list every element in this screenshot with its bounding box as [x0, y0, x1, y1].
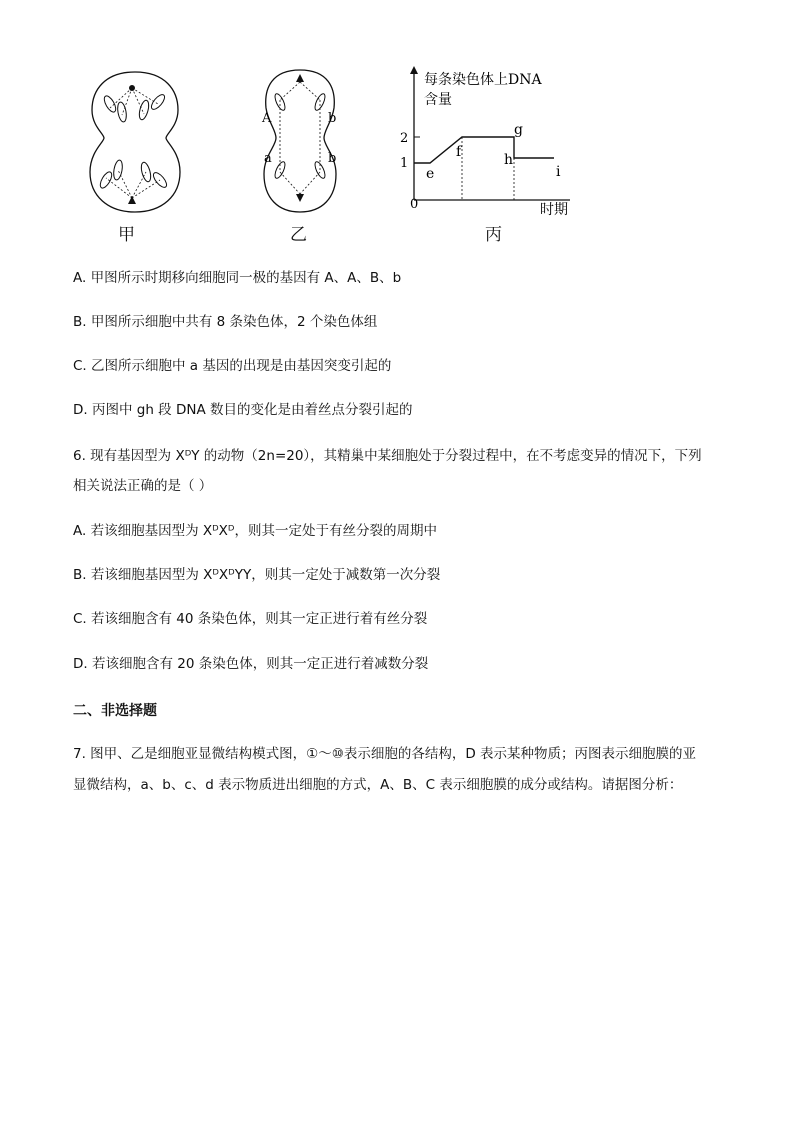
figure-yi-caption: 乙: [290, 225, 307, 245]
q6-stem-line1: 6. 现有基因型为 XᴰY 的动物（2n=20），其精巢中某细胞处于分裂过程中，在不考虑变异的情况下，下列: [73, 448, 702, 464]
origin-label: 0: [410, 197, 419, 212]
figure-yi-diagram: [250, 60, 360, 220]
point-label-i: i: [556, 164, 561, 180]
x-axis-label: 时期: [540, 202, 568, 218]
figure-jia-caption: 甲: [118, 225, 135, 245]
figure-jia-diagram: [70, 60, 200, 220]
q5-option-b: B. 甲图所示细胞中共有 8 条染色体，2 个染色体组: [73, 314, 378, 330]
point-label-g: g: [514, 122, 523, 138]
y-axis-label-line1: 每条染色体上DNA: [424, 72, 542, 88]
q5-option-a: A. 甲图所示时期移向细胞同一极的基因有 A、A、B、b: [73, 270, 402, 286]
gene-label-b-top: b: [328, 111, 337, 126]
q7-line1: 7. 图甲、乙是细胞亚显微结构模式图，①～⑩表示细胞的各结构，D 表示某种物质；丙图表示细胞膜的亚: [73, 746, 697, 762]
point-label-f: f: [456, 144, 462, 160]
point-label-e: e: [426, 166, 435, 182]
q6-option-b: B. 若该细胞基因型为 XᴰXᴰYY，则其一定处于减数第一次分裂: [73, 567, 441, 583]
q6-option-d: D. 若该细胞含有 20 条染色体，则其一定正进行着减数分裂: [73, 656, 429, 672]
dna-content-line: [414, 137, 554, 163]
q6-stem-line2: 相关说法正确的是（ ）: [73, 478, 213, 494]
y-axis-arrow: [410, 66, 418, 74]
tick-label-1: 1: [400, 156, 409, 171]
q5-option-d: D. 丙图中 gh 段 DNA 数目的变化是由着丝点分裂引起的: [73, 402, 413, 418]
q5-option-c: C. 乙图所示细胞中 a 基因的出现是由基因突变引起的: [73, 358, 392, 374]
q6-option-a: A. 若该细胞基因型为 XᴰXᴰ，则其一定处于有丝分裂的周期中: [73, 523, 437, 539]
gene-label-b-bottom: b: [328, 151, 337, 166]
q7-line2: 显微结构，a、b、c、d 表示物质进出细胞的方式，A、B、C 表示细胞膜的成分或结构。请据图分析：: [73, 777, 683, 793]
point-label-h: h: [504, 152, 514, 168]
tick-label-2: 2: [400, 131, 409, 146]
gene-label-a: a: [264, 151, 272, 166]
figure-bing-caption: 丙: [485, 225, 502, 245]
gene-label-A: A: [262, 111, 272, 126]
figure-row: [70, 60, 590, 250]
section-title: 二、非选择题: [73, 703, 157, 719]
figure-bing-chart: [390, 60, 590, 220]
q6-option-c: C. 若该细胞含有 40 条染色体，则其一定正进行着有丝分裂: [73, 611, 428, 627]
y-axis-label-line2: 含量: [424, 92, 452, 108]
